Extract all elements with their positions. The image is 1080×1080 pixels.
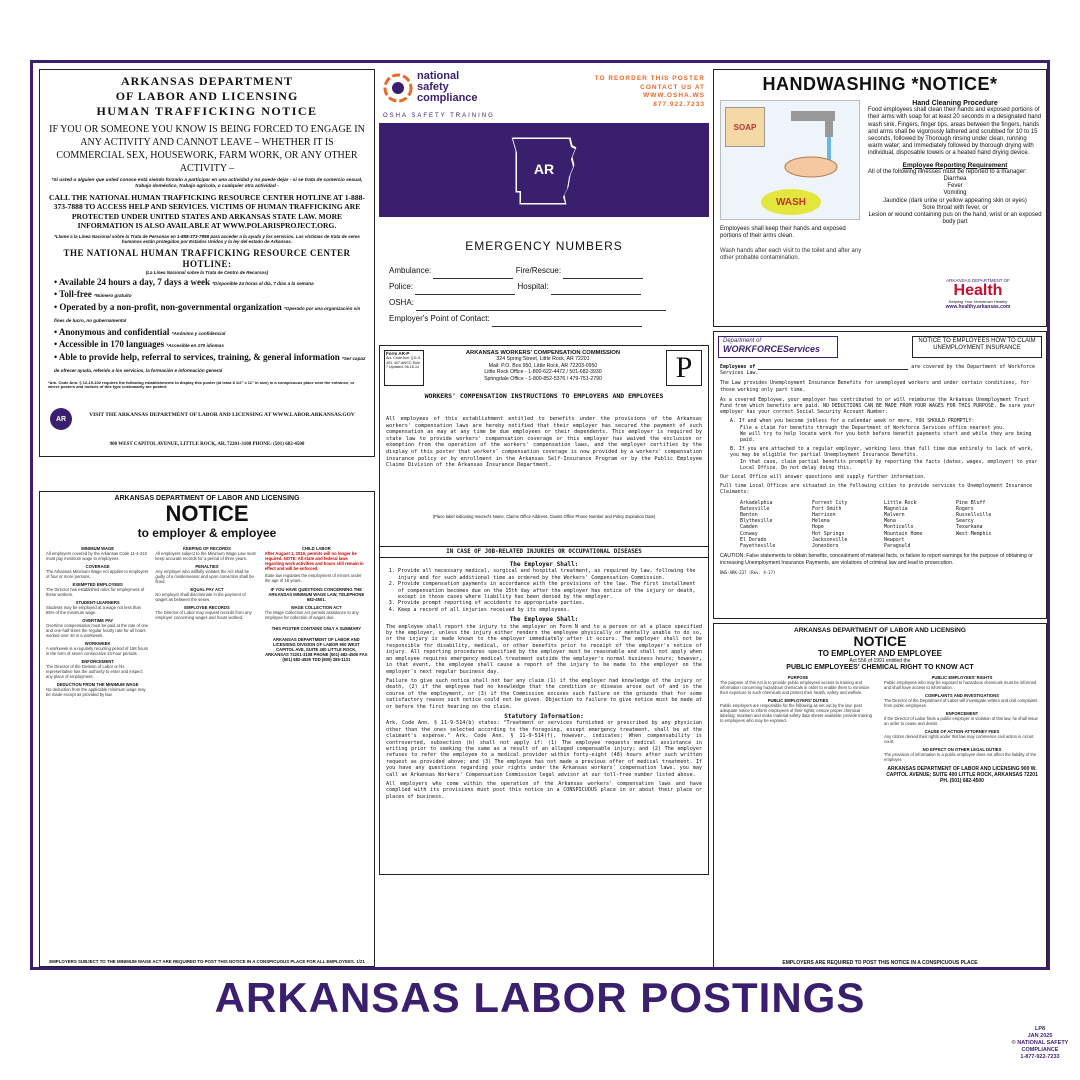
reporting-title: Employee Reporting Requirement (902, 161, 1008, 169)
city-item: Hope (812, 524, 824, 531)
employer-item: 1. Provide all necessary medical, surgical and hospital treatment, as required by law, following the injury and for such additional time as ordered by the Workers' Compensation Commission. (398, 568, 702, 581)
state-banner (379, 123, 709, 217)
handwashing-notice (713, 69, 1047, 327)
city-item: Batesville (740, 505, 770, 512)
trafficking-item: • Toll-free *Número gratuito (54, 289, 132, 300)
city-item: Rogers (956, 505, 974, 512)
procedure-text: Food employees shall clean their hands and exposed portions of their arms with soap for at least 20 seconds in a designated hand wash sink. Fingers, finger tips, areas between the fingers, hands and arms shall be vigorously lathered and scrubbed for 10 to 15 seconds, followed by Thorough rinsing under clean, running warm water; and Immediately followed by thorough drying with individual, disposable towels or a heated hand drying device. (868, 107, 1042, 157)
poster (30, 60, 1050, 970)
city-item: Arkadelphia (740, 499, 773, 506)
city-column (956, 500, 1016, 550)
wc-case: IN CASE OF JOB-RELATED INJURIES OR OCCUPATIONAL DISEASES (380, 546, 708, 558)
hospital-label: Hospital: (517, 282, 549, 291)
city-column (812, 500, 872, 550)
city-item: Texarkana (956, 524, 983, 531)
trafficking-call: CALL THE NATIONAL HUMAN TRAFFICKING RESOURCE CENTER HOTLINE AT 1-888-373-7888 TO ACCESS HELP AND SERVICES. VICTIMS OF HUMAN TRAFFICKING ARE PROTECTED UNDER UNITED STATES AND ARKANSAS STATE LAW. MORE INFORMATION IS ALSO AVAILABLE AT WWW.POLARISPROJECT.ORG. (49, 193, 365, 231)
trafficking-law: *Ark. Code Ann. § 12-19-102 requires the following establishments to display this poster (at least 8 1/2" x 11" in size) in a conspicuous place near the entrance, or where posters and notices of this type customarily are posted: (48, 379, 355, 390)
chemical-notice (713, 623, 1047, 969)
trafficking-item: • Accessible in 170 languages *Accesible en 170 idiomas (54, 339, 224, 350)
health-logo: ARKANSAS DEPARTMENT OF Health Keeping Your Hometown Healthy www.healthy.arkansas.com (914, 278, 1042, 310)
employer-name-field[interactable] (758, 364, 908, 370)
illness-item: Lesion or wound containing pus on the hand, wrist or an exposed body part (868, 212, 1042, 226)
city-item: West Memphis (956, 530, 992, 537)
minwage-col-1: MINIMUM WAGE All employers covered by the Arkansas Code 11-4-210 must pay minimum wage to employees. COVERAGE The Arkansas Minimum Wage Act applies to employers of four or more persons. EXEMPTED EMPLOYEES The Director has established rules for employment of these workers. STUDENT-LEARNERS Students may be employed at a wage not less than 85% of the minimum wage. OVERTIME PAY Overtime compensation must be paid at the rate of one and one-half times the regular hourly rate for all hours worked over 40 in a workweek. WORKWEEK A workweek is a regularly recurring period of 168 hours in the form of seven consecutive 24-hour periods. ENFORCEMENT The Director of the Division of Labor or his representative has the authority to enter and inspect any place of employment. DEDUCTION FROM THE MINIMUM WAGE No deduction from the applicable minimum wage may be made except as provided by law. (46, 546, 149, 697)
nsc-url[interactable]: WWW.OSHA.WS (643, 92, 705, 99)
minwage-dept: ARKANSAS DEPARTMENT OF LABOR AND LICENSING (114, 495, 300, 502)
city-item: Hot Springs (812, 530, 845, 537)
emergency-numbers (379, 225, 709, 345)
illness-item: Fever (947, 183, 963, 190)
trafficking-visit: VISIT THE ARKANSAS DEPARTMENT OF LABOR AND LICENSING AT WWW.LABOR.ARKANSAS.GOV (89, 412, 355, 418)
city-item: El Dorado (740, 536, 767, 543)
city-item: Fayetteville (740, 543, 776, 550)
city-item: Russellville (956, 512, 992, 519)
form-id: Form AR-P (386, 351, 410, 356)
chem-footer: EMPLOYERS ARE REQUIRED TO POST THIS NOTICE IN A CONSPICUOUS PLACE (782, 960, 978, 966)
city-item: Harrison (812, 512, 836, 519)
emergency-title: EMERGENCY NUMBERS (465, 239, 623, 253)
illness-item: Diarrhea (943, 176, 967, 183)
city-item: Malvern (884, 512, 905, 519)
failure-text: Failure to give such notice shall not bar any claim (1) if the employer had knowledge of the injury or death, (2) if the employee had no knowledge that the condition or disease arose out of and in the course of the employment, or (3) if the Commission excuses such failure on the grounds that for some satisfactory reason such notice could not be given. Objection to failure to give notice must be made at or before the first hearing on the claim. (386, 677, 702, 710)
chem-col-2: PUBLIC EMPLOYEES' RIGHTS Public employees who may be exposed to hazardous chemicals must be informed and shall have access to information. COMPLAINTS AND INVESTIGATIONS The Director of the Department of Labor will investigate written and oral complaints from public employees. ENFORCEMENT If the Director of Labor finds a public employer in violation of this law, he shall issue an order to cease and desist. CAUSE OF ACTION-ATTORNEY FEES Any citizen denied their rights under this law may commence civil action in circuit court. NO EFFECT ON OTHER LEGAL DUTIES The provision of information to a public employee does not affect the liability of the employer. ARKANSAS DEPARTMENT OF LABOR AND LICENSING 900 W. CAPITOL AVENUE; SUITE 400 LITTLE ROCK, ARKANSAS 72201 PH. (501) 682-4500 (884, 675, 1040, 945)
wc-intro: All employees of this establishment entitled to benefits under the provisions of the Arkansas workers' compensation laws are hereby notified that their employer has secured the payment of such compensation as may at any time be due employees or their dependents. This employer is required by state law to provide workers' compensation coverage or this employer has waived the exclusion or exemption from the operation of the workers' compensation laws, and the employer certifies by the display of this poster that workers' compensation coverage is now provided by a workers' compensation insurance policy or by enrollment in the Arkansas Self-Insurance Program or by the Public Employee Claims Division of the Arkansas Insurance Department. (386, 416, 702, 469)
dws-dept: Department of (723, 338, 762, 344)
city-item: Searcy (956, 518, 974, 525)
health-url[interactable]: www.healthy.arkansas.com (945, 304, 1011, 310)
child-labor-red: After August 1, 2019, permits will no longer be required. NOTE: All state and federal laws regarding work activities and hours still remain in effect and will be enforced. (264, 551, 364, 571)
police-label: Police: (389, 282, 414, 291)
reorder-text: TO REORDER THIS POSTER (594, 75, 705, 82)
minwage-questions: IF YOU HAVE QUESTIONS CONCERNING THE ARKANSAS MINIMUM WAGE LAW, TELEPHONE 682-4501. (268, 587, 365, 602)
ui-b: B. If you are attached to a regular employer, working less than full time due entirely to lack of work, you may be eligible for partial Unemployment Insurance Benefits. (730, 446, 1034, 459)
osha-training: OSHA SAFETY TRAINING (383, 113, 495, 119)
footer-title: ARKANSAS LABOR POSTINGS (214, 974, 866, 1021)
unemployment-notice (713, 331, 1047, 619)
city-item: Mena (884, 518, 896, 525)
contact-label: Employer's Point of Contact: (389, 314, 490, 323)
trafficking-lead: IF YOU OR SOMEONE YOU KNOW IS BEING FORCED TO ENGAGE IN ANY ACTIVITY AND CANNOT LEAVE – WHETHER IT IS COMMERCIAL SEX, HOUSEWORK, FARM WORK, OR ANY OTHER ACTIVITY – (49, 124, 365, 174)
city-item: Conway (740, 530, 758, 537)
osha-label: OSHA: (389, 298, 414, 307)
minwage-col-2: KEEPING OF RECORDS All employers subject to the Minimum Wage Law must keep accurate records for a period of three years. PENALTIES Any employer who willfully violates the Act shall be guilty of a misdemeanor and upon conviction shall be fined. EQUAL PAY ACT No employer shall discriminate in the payment of wages as between the sexes. EMPLOYEE RECORDS The Director of Labor may request records from any employer concerning wages and hours worked. (155, 546, 256, 620)
footer-code: LP8 (1034, 1026, 1046, 1032)
ui-a2: We will try to help locate work for you both before benefit payments start and while they are being paid. (740, 430, 1032, 444)
ui-form: DWS-ARK-237 (Rev. 4-17) (720, 570, 776, 576)
stat-title: Statutory Information: (504, 712, 584, 720)
city-item: Forrest City (812, 499, 848, 506)
osha-field[interactable] (416, 302, 666, 311)
footer-info (1010, 1026, 1070, 1061)
chem-title: PUBLIC EMPLOYEES' CHEMICAL RIGHT TO KNOW ACT (786, 664, 974, 671)
awcc-title: ARKANSAS WORKERS' COMPENSATION COMMISSION (465, 350, 621, 356)
chem-dept: ARKANSAS DEPARTMENT OF LABOR AND LICENSING (794, 627, 966, 634)
nsc-brand-3: compliance (417, 92, 478, 104)
trafficking-title: HUMAN TRAFFICKING NOTICE (96, 104, 318, 118)
minwage-division: ARKANSAS DEPARTMENT OF LABOR AND LICENSING DIVISION OF LABOR 900 WEST CAPITOL AVE, SUITE 400 LITTLE ROCK, ARKANSAS 72201-3108 PHONE (501) 682-4500 FAX (501) 682-4535 TDD (800) 285-1131 (265, 637, 368, 662)
dws-logo: WORKFORCEServices (723, 344, 821, 354)
stat-text: Ark. Code Ann. § 11-9-514(b) states: "Treatment or services furnished or prescribed by any physician other than the ones selected according to the foregoing, except emergency treatment, shall be at the claimant's expense." Ark. Code Ann. § 11-9-514(f), however, indicates: When compensability is controverted, subsection (b) shall not apply if: (1) The employee requests medical assistance in writing prior to seeking the same as a result of an alleged compensable injury; and (2) The employer refuses to refer the employee to a medical provider within forty-eight (48) hours after such written request as provided above; and (3) The employee has not made a previous offer of medical treatment. If you have any questions regarding your rights under the Arkansas workers' compensation laws, you may call an Arkansas Workers' Compensation Commission legal advisor at our toll-free number listed above. (386, 720, 702, 778)
city-item: Jacksonville (812, 536, 848, 543)
illness-item: Sore throat with fever, or (922, 204, 988, 211)
illness-item: Vomiting (943, 190, 967, 197)
seal-icon: AR (50, 408, 72, 430)
trafficking-hotline-es: (La Línea Nacional sobre la Trata de Centro de Recursos) (145, 269, 269, 275)
wash-icon: WASH (761, 189, 821, 215)
workers-comp-notice (379, 345, 709, 875)
procedure-title: Hand Cleaning Procedure (912, 100, 998, 107)
chem-notice-title: NOTICE (853, 633, 907, 649)
city-item: Magnolia (884, 505, 908, 512)
city-column (884, 500, 944, 550)
trafficking-item: • Available 24 hours a day, 7 days a week *Disponible 24 horas al día, 7 días a la semana (54, 276, 314, 287)
employer-items (398, 568, 702, 613)
handwashing-title: HANDWASHING *NOTICE* (762, 74, 998, 94)
awcc-phone-2: Springdale Office - 1-800-852-5376 / 479-751-2790 (484, 375, 602, 382)
faucet-icon (771, 111, 851, 181)
form-letter: P (666, 350, 702, 386)
chem-act: Act 556 of 1991 entitled the (849, 658, 911, 664)
awcc-address-1: 324 Spring Street, Little Rock, AR 72201 (496, 356, 590, 363)
trafficking-item: • Anonymous and confidential *Anónimo y confidencial (54, 326, 226, 337)
covered-text: are covered by the Department of Workforce Services Law. (720, 364, 1035, 377)
trafficking-dept: ARKANSAS DEPARTMENT (120, 74, 294, 88)
city-item: Monticello (884, 524, 914, 531)
trafficking-address: 900 WEST CAPITOL AVENUE, LITTLE ROCK, AR, 72201-3108 PHONE: (501) 682-4500 (109, 442, 305, 447)
trafficking-lead-es: *Si usted o alguien que usted conoce está siendo forzado a participar en una actividad y no puede dejar - si se trata de comercio sexual, trabajo doméstico, trabajo agrícola, o cualquier otra actividad - (51, 178, 363, 189)
city-column (740, 500, 800, 550)
employer-item: 4. Keep a record of all injuries received by its employees. (398, 607, 702, 613)
closing-text: All employers who come within the operation of the Arkansas workers' compensation laws and have complied with its provisions must post this notice in a CONSPICUOUS place in or about their place or places of business. (386, 781, 702, 800)
police-field[interactable] (415, 286, 515, 295)
employees-of: Employees of (720, 364, 756, 370)
minwage-col-3: CHILD LABOR After August 1, 2019, permits will no longer be required. NOTE: All state and federal laws regarding work activities and hours still remain in effect and will be enforced. State law regulates the employment of minors under the age of 16 years. IF YOU HAVE QUESTIONS CONCERNING THE ARKANSAS MINIMUM WAGE LAW, TELEPHONE 682-4501. WAGE COLLECTION ACT The Wage Collection Act permits assistance to any employee for collection of wages due. THIS POSTER CONTAINS ONLY A SUMMARY ARKANSAS DEPARTMENT OF LABOR AND LICENSING DIVISION OF LABOR 900 WEST CAPITOL AVE, SUITE 400 LITTLE ROCK, ARKANSAS 72201-3108 PHONE (501) 682-4500 FAX (501) 682-4535 TDD (800) 285-1131 (264, 546, 368, 662)
awcc-address-2: Mail: P.O. Box 950, Little Rock, AR 72203-0950 (488, 362, 598, 369)
handwashing-illustration (720, 100, 860, 220)
city-list (740, 500, 1040, 550)
fire-label: Fire/Rescue: (515, 266, 562, 275)
ui-p2: As a covered Employee, your employer has contributed to or will reimburse the Arkansas Unemployment Trust Fund from which benefits are paid. NO DEDUCTIONS CAN BE MADE FROM YOUR WAGES FOR THIS PURPOSE. Be sure your employer has your correct Social Security Account Number. (720, 396, 1036, 416)
wc-label-placeholder: (Place label indicating Insured's Name, Claims Office Address, Claims Office Phone Number and Policy Expiration Date) (432, 514, 656, 519)
city-item: Mountain Home (884, 530, 923, 537)
illness-list (868, 176, 1042, 226)
employer-shall: The Employer Shall: (509, 561, 579, 568)
ambulance-field[interactable] (433, 270, 513, 279)
trafficking-call-es: *Llame a la Línea Nacional sobre la Trata de Personas en 1-888-373-7888 para acceder a la ayuda y los servicios. Las víctimas de trata de seres humanos están protegidos por Estados Unidos y la ley del estado de Arkansas. (54, 233, 360, 245)
ui-b1: In that case, claim partial benefits promptly by reporting the facts (dates, wages, employer) to your Local Office. Do not delay doing this. (740, 458, 1038, 471)
chem-col-1: PURPOSE The purpose of this Act is to provide public employees access to training and information concerning hazardous chemicals in order to enable them to minimize their exposure to such chemicals and protect their health, safety and welfare. PUBLIC EMPLOYERS' DUTIES Public employers are responsible for the following as set out by the law: post adequate notice to inform employees of their rights; ensure proper chemical labeling; maintain and make material safety data sheets available; provide training to employees who may be exposed. (720, 675, 873, 723)
ui-p3: Our Local Office will answer questions and supply further information. (720, 474, 927, 481)
ambulance-label: Ambulance: (389, 266, 432, 275)
trafficking-items (54, 277, 366, 377)
city-item: Paragould (884, 543, 911, 550)
reporting-text: All of the following illnesses must be reported to a manager: (868, 168, 1027, 175)
trafficking-dept-sub: OF LABOR AND LICENSING (115, 89, 299, 103)
trafficking-hotline: THE NATIONAL HUMAN TRAFFICKING RESOURCE CENTER HOTLINE: (63, 247, 351, 269)
illness-item: Jaundice (dark urine or yellow appearing skin or eyes) (883, 197, 1027, 204)
city-item: Pine Bluff (956, 499, 986, 506)
soap-icon: SOAP (725, 107, 765, 147)
chem-address: ARKANSAS DEPARTMENT OF LABOR AND LICENSING 900 W. CAPITOL AVENUE; SUITE 400 LITTLE ROCK, ARKANSAS 72201 PH. (501) 682-4500 (886, 766, 1038, 784)
minwage-summary: THIS POSTER CONTAINS ONLY A SUMMARY (271, 626, 362, 631)
footer-phone: 1-877-922-7233 (1020, 1054, 1060, 1060)
ui-a: A. If and when you become jobless for a calendar week or more, YOU SHOULD PROMPTLY: (730, 418, 975, 425)
chem-sub: TO EMPLOYER AND EMPLOYEE (817, 649, 942, 658)
ui-p1: The Law provides Unemployment Insurance Benefits for unemployed workers and under certain conditions, for those working only part time. (720, 380, 1030, 393)
footer-copyright: © NATIONAL SAFETY COMPLIANCE (1011, 1040, 1069, 1053)
contact-field[interactable] (492, 318, 642, 327)
wc-subtitle: WORKERS' COMPENSATION INSTRUCTIONS TO EMPLOYERS AND EMPLOYEES (424, 392, 664, 400)
minwage-footer: EMPLOYERS SUBJECT TO THE MINIMUM WAGE ACT ARE REQUIRED TO POST THIS NOTICE IN A CONSPICUOUS PLACE FOR ALL EMPLOYEES. 1/21 (49, 959, 365, 964)
trafficking-notice (39, 69, 375, 457)
city-item: Jonesboro (812, 543, 839, 550)
form-code: Ark. Code Ann. §11-9-403, 407 AWCC Rule 7 Updated: 06-16-14 (386, 356, 422, 370)
employee-text: The employee shall report the injury to the employer on Form N and to a person or at a place specified by the employer, unless the injury either renders the employee physically or mentally unable to do so, or the injury is made known to the employer immediately after it occurs. The employer shall not be responsible for disability, medical, or other benefits prior to receipt of the employer's notice of injury. All reporting procedures specified by the employer must be reasonable and shall not apply when an employee requires emergency medical treatment outside the employer's normal business hours; however, in that event, the employee shall cause a report of the injury to be made to the employer on the employer's next regular business day. (386, 623, 702, 675)
trafficking-item: • Operated by a non-profit, non-governmental organization *Operado por una organización sin fines de lucro, no gubernamental (54, 301, 361, 324)
city-item: Helena (812, 518, 830, 525)
city-item: Camden (740, 524, 758, 531)
nsc-phone: 877.922.7233 (653, 100, 705, 108)
ui-a1: File a claim for benefits through the Department of Workforce Services office nearest you. (740, 424, 1005, 431)
nsc-panel (379, 69, 709, 217)
employee-shall: The Employee Shall: (509, 616, 579, 624)
hospital-field[interactable] (551, 286, 641, 295)
city-item: Newport (884, 536, 905, 543)
city-item: Blytheville (740, 518, 773, 525)
wash-hands-text: Wash hands after each visit to the toilet and after any other probable contamination. (720, 248, 862, 262)
nsc-logo-icon (383, 73, 413, 103)
ui-p4: Full time Local Offices are situated in the following cities to provide services to Unemployment Insurance Claimants: (720, 483, 1033, 496)
dws-notice-title: NOTICE TO EMPLOYEES HOW TO CLAIM UNEMPLOYMENT INSURANCE (912, 336, 1042, 358)
ui-caution: CAUTION: False statements to obtain benefits, concealment of material facts, or failure to report earnings for the purpose of obtaining or increasing Unemployment Insurance Payments, are violations of criminal law and lead to prosecution. (720, 553, 1033, 566)
contact-text: CONTACT US AT (640, 83, 705, 91)
fire-field[interactable] (563, 270, 643, 279)
city-item: Little Rock (884, 499, 917, 506)
employer-item: 2. Provide compensation payments in accordance with the provisions of the law. The first installment of compensation becomes due on the 15th day after the employer has notice of the injury or death, except in those cases where liability has been denied by the employer. (398, 581, 702, 600)
nsc-brand-1: national (417, 70, 460, 82)
footer-date: JAN 2025 (1027, 1033, 1053, 1039)
state-label: AR (533, 161, 555, 177)
trafficking-item: • Able to provide help, referral to services, training, & general information *Ser capaz de ofrecer ayuda, referido a los servicios, la formación e información general (54, 351, 366, 374)
city-item: Benton (740, 512, 758, 519)
city-item: Fort Smith (812, 505, 842, 512)
awcc-phone-1: Little Rock Office - 1-800-622-4472 / 501-682-3930 (484, 369, 602, 376)
employer-item: 3. Provide prompt reporting of accidents to appropriate parties. (398, 600, 702, 606)
minwage-notice (39, 491, 375, 967)
minwage-sub: to employer & employee (137, 526, 277, 540)
nsc-brand-2: safety (417, 81, 449, 93)
minwage-notice-title: NOTICE (165, 501, 249, 526)
keep-clean-text: Employees shall keep their hands and exposed portions of their arms clean. (720, 226, 846, 240)
